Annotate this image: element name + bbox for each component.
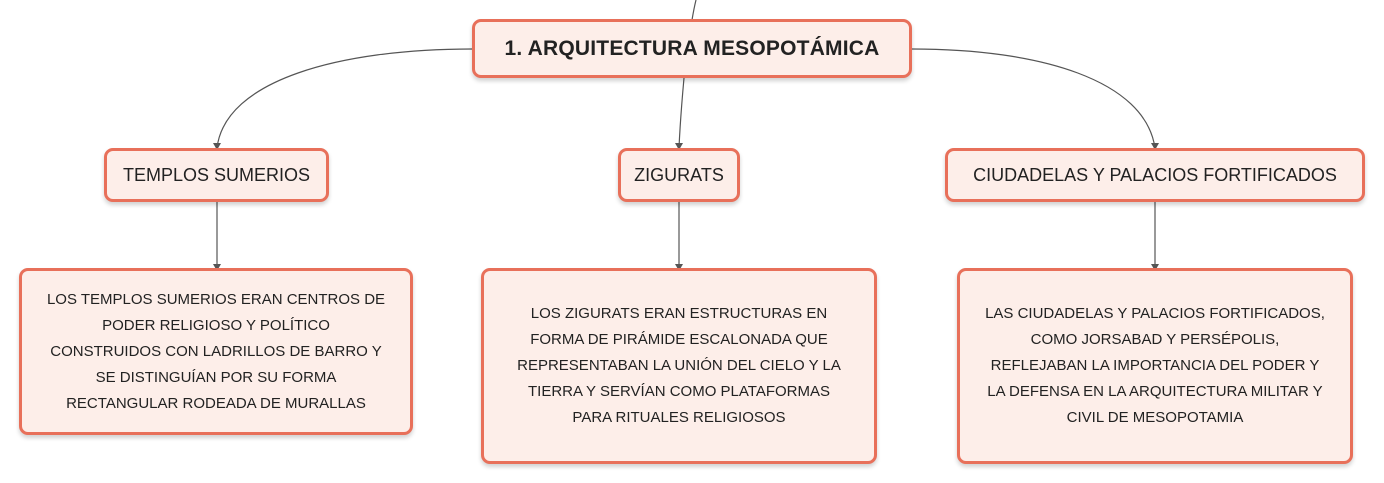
connector-root-to-zigurats bbox=[679, 78, 684, 148]
root-label: 1. ARQUITECTURA MESOPOTÁMICA bbox=[504, 36, 880, 60]
detail-line: REPRESENTABAN LA UNIÓN DEL CIELO Y LA bbox=[517, 357, 841, 374]
connector-root-to-ciudadelas bbox=[912, 49, 1155, 148]
detail-line: TIERRA Y SERVÍAN COMO PLATAFORMAS bbox=[527, 383, 830, 400]
connector-root-to-templos bbox=[217, 49, 472, 148]
detail-line: LAS CIUDADELAS Y PALACIOS FORTIFICADOS, bbox=[985, 305, 1325, 322]
detail-line: FORMA DE PIRÁMIDE ESCALONADA QUE bbox=[530, 331, 828, 348]
detail-ciudadelas-palacios[interactable] bbox=[957, 268, 1353, 464]
detail-zigurats[interactable] bbox=[481, 268, 877, 464]
detail-templos-sumerios[interactable] bbox=[19, 268, 413, 435]
detail-line: RECTANGULAR RODEADA DE MURALLAS bbox=[66, 394, 366, 412]
detail-line: LA DEFENSA EN LA ARQUITECTURA MILITAR Y bbox=[987, 383, 1323, 400]
detail-line: PARA RITUALES RELIGIOSOS bbox=[572, 409, 786, 426]
detail-text bbox=[47, 287, 385, 417]
detail-line: SE DISTINGUÍAN POR SU FORMA bbox=[95, 368, 337, 386]
topic-zigurats[interactable] bbox=[618, 148, 740, 202]
topic-label: CIUDADELAS Y PALACIOS FORTIFICADOS bbox=[973, 164, 1337, 185]
topic-label: ZIGURATS bbox=[634, 164, 724, 185]
root-node[interactable] bbox=[472, 19, 912, 78]
topic-ciudadelas-palacios[interactable] bbox=[945, 148, 1365, 202]
detail-line: CIVIL DE MESOPOTAMIA bbox=[1066, 409, 1244, 426]
detail-line: LOS TEMPLOS SUMERIOS ERAN CENTROS DE bbox=[46, 290, 386, 308]
detail-text bbox=[985, 301, 1325, 431]
detail-line: REFLEJABAN LA IMPORTANCIA DEL PODER Y bbox=[990, 357, 1320, 374]
detail-line: COMO JORSABAD Y PERSÉPOLIS, bbox=[1030, 331, 1280, 348]
detail-text bbox=[517, 301, 841, 431]
topic-templos-sumerios[interactable] bbox=[104, 148, 329, 202]
topic-label: TEMPLOS SUMERIOS bbox=[122, 164, 311, 185]
detail-line: PODER RELIGIOSO Y POLÍTICO bbox=[102, 316, 330, 334]
connector-parent-to-root bbox=[692, 0, 696, 20]
detail-line: LOS ZIGURATS ERAN ESTRUCTURAS EN bbox=[530, 305, 828, 322]
detail-line: CONSTRUIDOS CON LADRILLOS DE BARRO Y bbox=[50, 342, 382, 360]
